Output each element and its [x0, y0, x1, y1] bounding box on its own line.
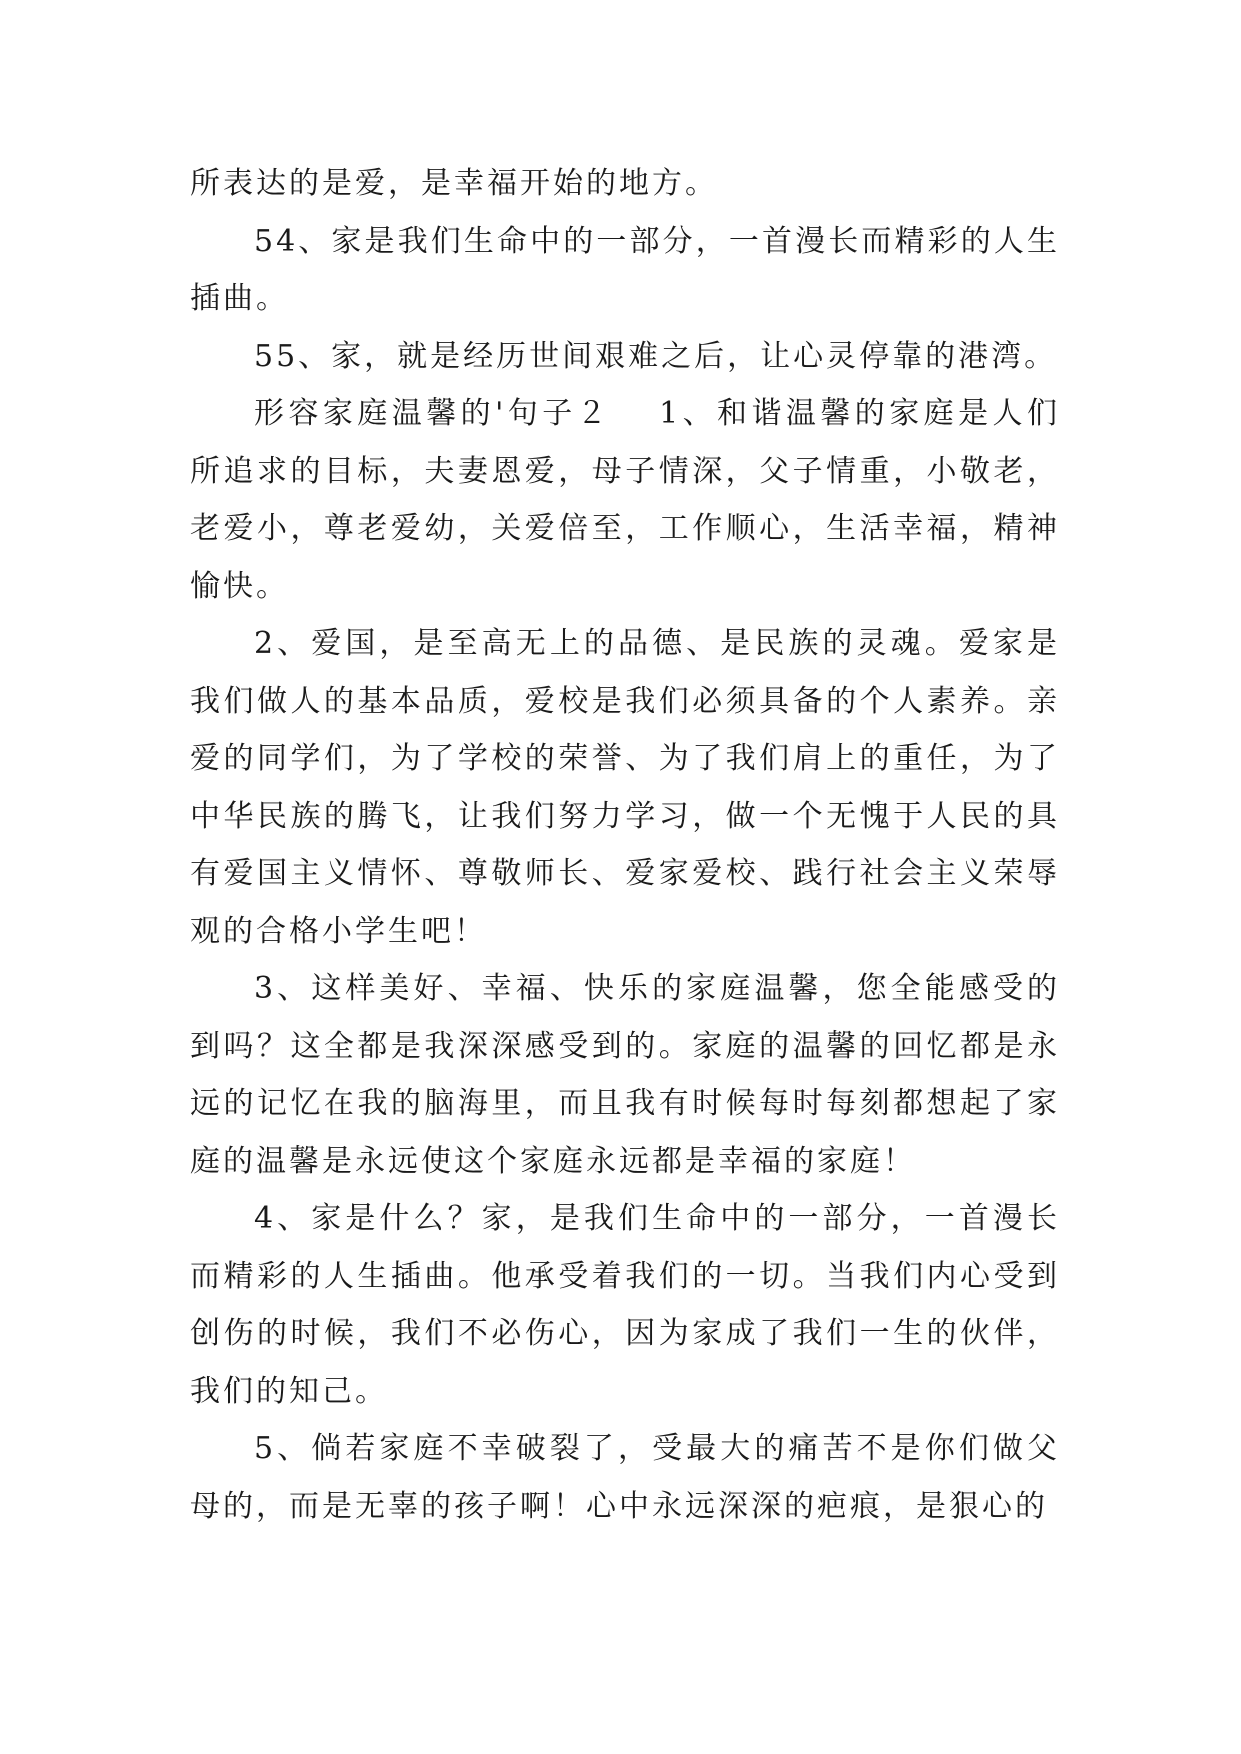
section-paragraph: [190, 385, 1060, 615]
section-first-item: 1、和谐温馨的家庭是人们所追求的目标，夫妻恩爱，母子情深，父子情重，小敬老，老爱小，尊老爱幼，关爱倍至，工作顺心，生活幸福，精神愉快。: [190, 396, 1060, 604]
paragraph-item-4: 4、家是什么？家，是我们生命中的一部分，一首漫长而精彩的人生插曲。他承受着我们的一切。当我们内心受到创伤的时候，我们不必伤心，因为家成了我们一生的伙伴，我们的知己。: [190, 1201, 1060, 1409]
paragraph-continuation: 所表达的是爱，是幸福开始的地方。: [190, 166, 718, 201]
paragraph-item-55: 55、家，就是经历世间艰难之后，让心灵停靠的港湾。: [254, 338, 1058, 374]
section-heading: 形容家庭温馨的'句子２: [254, 396, 612, 431]
paragraph-item-2: 2、爱国，是至高无上的品德、是民族的灵魂。爱家是我们做人的基本品质，爱校是我们必须具备的个人素养。亲爱的同学们，为了学校的荣誉、为了我们肩上的重任，为了中华民族的腾飞，让我们努力学习，做一个无愧于人民的具有爱国主义情怀、尊敬师长、爱家爱校、践行社会主义荣辱观的合格小学生吧！: [190, 626, 1060, 949]
document-body: [190, 155, 1060, 1535]
paragraph-item-5: 5、倘若家庭不幸破裂了，受最大的痛苦不是你们做父母的，而是无辜的孩子啊！心中永远深深的疤痕，是狠心的: [190, 1431, 1060, 1524]
paragraph-item-3: 3、这样美好、幸福、快乐的家庭温馨，您全能感受的到吗？这全都是我深深感受到的。家庭的温馨的回忆都是永远的记忆在我的脑海里，而且我有时候每时每刻都想起了家庭的温馨是永远使这个家庭永远都是幸福的家庭！: [190, 971, 1060, 1179]
paragraph-item-54: 54、家是我们生命中的一部分，一首漫长而精彩的人生插曲。: [190, 223, 1060, 316]
